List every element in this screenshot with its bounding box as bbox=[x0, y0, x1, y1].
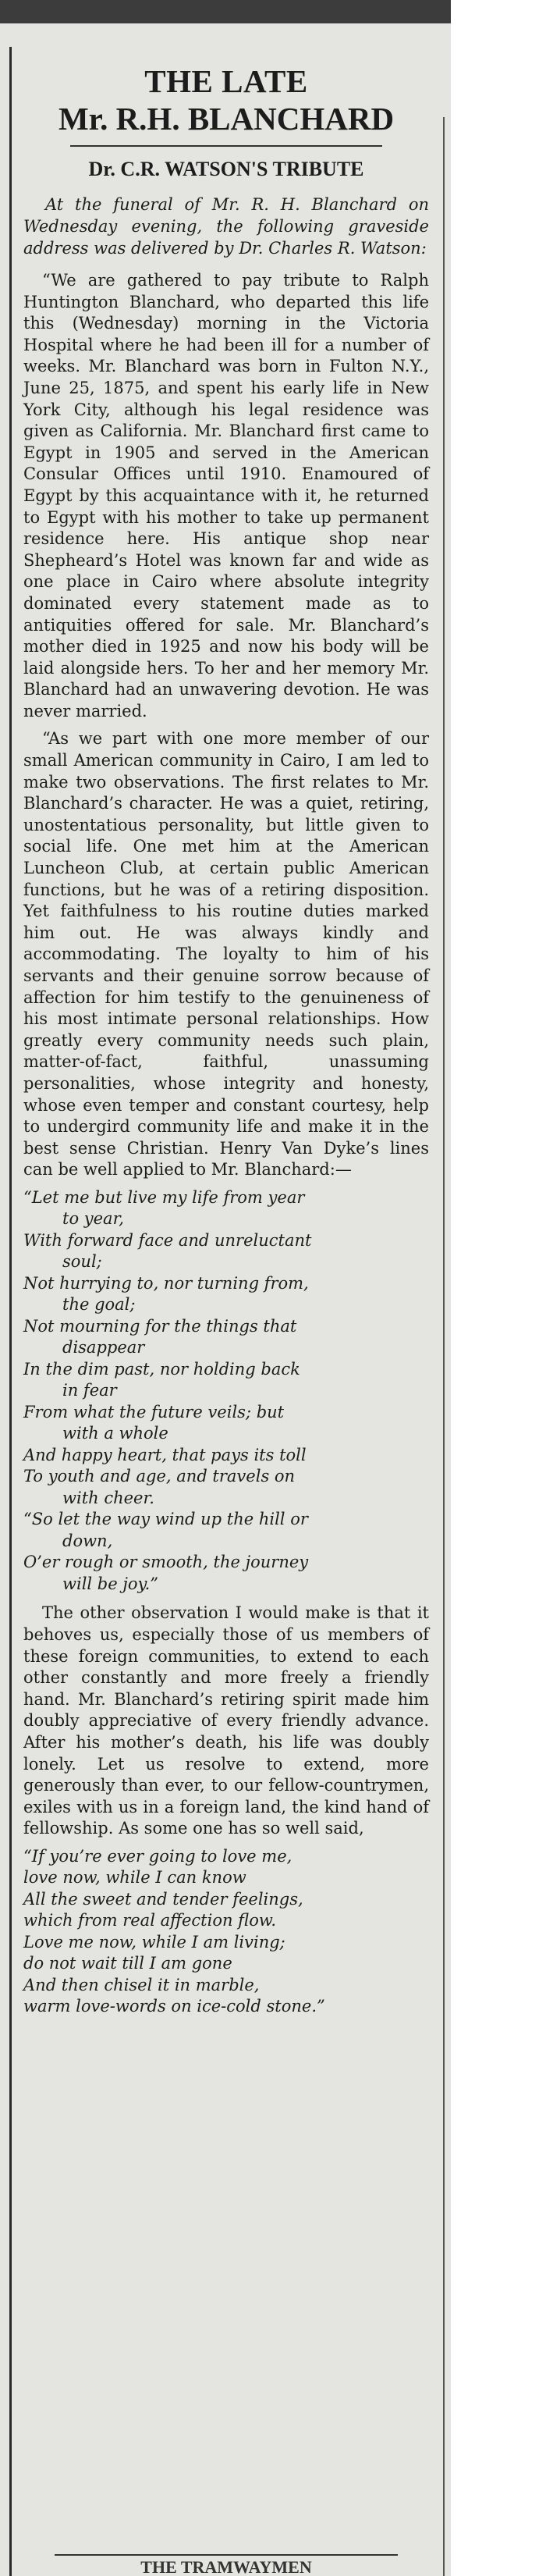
newspaper-column bbox=[0, 23, 451, 2576]
poem-line: which from real affection flow. bbox=[23, 1911, 276, 1930]
next-article-heading: THE TRAMWAYMEN bbox=[55, 2554, 398, 2576]
poem-line: All the sweet and tender feelings, bbox=[23, 1889, 303, 1909]
column-rule-left bbox=[9, 47, 12, 2576]
poem-line: Love me now, while I am living; bbox=[23, 1932, 285, 1952]
poem-line: down, bbox=[62, 1531, 113, 1550]
poem-line: warm love-words on ice-cold stone.” bbox=[23, 1997, 325, 2016]
poem-line: With forward face and unreluctant bbox=[23, 1230, 312, 1250]
poem-love-now bbox=[23, 1846, 429, 2018]
poem-line: And happy heart, that pays its toll bbox=[23, 1445, 307, 1464]
paragraph-3: The other observation I would make is that it behoves us, especially those of us members of these foreign communities, to extend to each other constantly and more freely a friendly hand. Mr. Blanchard’s retiring spirit made him doubly appreciative of every friendly advance. After his mother’s death, his life was doubly lonely. Let us resolve to extend, more generously than ever, to our fellow-countrymen, exiles with us in a foreign land, the kind hand of fellowship. As some one has so well said, bbox=[23, 1603, 429, 1838]
poem-line: And then chisel it in marble, bbox=[23, 1975, 260, 1994]
poem-line: “If you’re ever going to love me, bbox=[23, 1846, 292, 1866]
headline-line-1: THE LATE bbox=[144, 63, 308, 99]
poem-line: to year, bbox=[62, 1209, 124, 1229]
poem-line: with cheer. bbox=[62, 1488, 154, 1507]
poem-line: “Let me but live my life from year bbox=[23, 1187, 305, 1207]
poem-line: soul; bbox=[62, 1252, 102, 1272]
poem-line: in fear bbox=[62, 1381, 117, 1400]
poem-line: Not mourning for the things that bbox=[23, 1316, 297, 1336]
poem-van-dyke bbox=[23, 1187, 429, 1596]
paragraph-1: “We are gathered to pay tribute to Ralph Huntington Blanchard, who departed this life this (Wednesday) morning in the Victoria Hospital where he had been ill for a number of weeks. Mr. Blanchard was born in Fulton N.Y., June 25, 1875, and spent his early life in New York City, although his legal residence was given as California. Mr. Blanchard first came to Egypt in 1905 and served in the American Consular Offices until 1910. Enamoured of Egypt by this acquaintance with it, he returned to Egypt with his mother to take up permanent residence here. His antique shop near Shepheard’s Hotel was known far and wide as one place in Cairo where absolute integrity dominated every statement made as to antiquities offered for sale. Mr. Blanchard’s mother died in 1925 and now his body will be laid alongside hers. To her and her memory Mr. Blanchard had an unwavering devotion. He was never married. bbox=[23, 271, 429, 720]
top-dark-strip bbox=[0, 0, 451, 23]
poem-line: To youth and age, and travels on bbox=[23, 1467, 296, 1486]
poem-line: disappear bbox=[62, 1338, 145, 1357]
poem-line: do not wait till I am gone bbox=[23, 1954, 232, 1973]
poem-line: “So let the way wind up the hill or bbox=[23, 1510, 308, 1529]
intro-paragraph: At the funeral of Mr. R. H. Blanchard on Wednesday evening, the following graveside address was delivered by Dr. Charles R. Watson: bbox=[23, 195, 429, 258]
article-body bbox=[23, 62, 429, 2026]
poem-line: From what the future veils; but bbox=[23, 1402, 285, 1421]
headline-divider bbox=[70, 145, 382, 147]
poem-line: O’er rough or smooth, the journey bbox=[23, 1553, 309, 1572]
poem-line: In the dim past, nor holding back bbox=[23, 1359, 300, 1379]
poem-line: will be joy.” bbox=[62, 1574, 158, 1593]
poem-line: the goal; bbox=[62, 1295, 136, 1315]
subheadline: Dr. C.R. WATSON'S TRIBUTE bbox=[88, 158, 364, 180]
poem-line: Not hurrying to, nor turning from, bbox=[23, 1273, 309, 1293]
poem-line: with a whole bbox=[62, 1424, 168, 1443]
headline-line-2: Mr. R.H. BLANCHARD bbox=[58, 101, 395, 137]
column-rule-right bbox=[443, 117, 445, 2576]
paragraph-2: “As we part with one more member of our small American community in Cairo, I am led to make two observations. The first relates to Mr. Blanchard’s character. He was a quiet, retiring, unostentatious personality, but little given to social life. One met him at the American Luncheon Club, at certain public American functions, but he was of a retiring disposition. Yet faithfulness to his routine duties marked him out. He was always kindly and accommodating. The loyalty to him of his servants and their genuine sorrow because of affection for him testify to the genuineness of his most intimate personal relationships. How greatly every community needs such plain, matter-of-fact, faithful, unassuming personalities, whose integrity and honesty, whose even temper and constant courtesy, help to undergird community life and make it in the best sense Christian. Henry Van Dyke’s lines can be well applied to Mr. Blanchard:— bbox=[23, 729, 429, 1179]
poem-line: love now, while I can know bbox=[23, 1868, 246, 1888]
